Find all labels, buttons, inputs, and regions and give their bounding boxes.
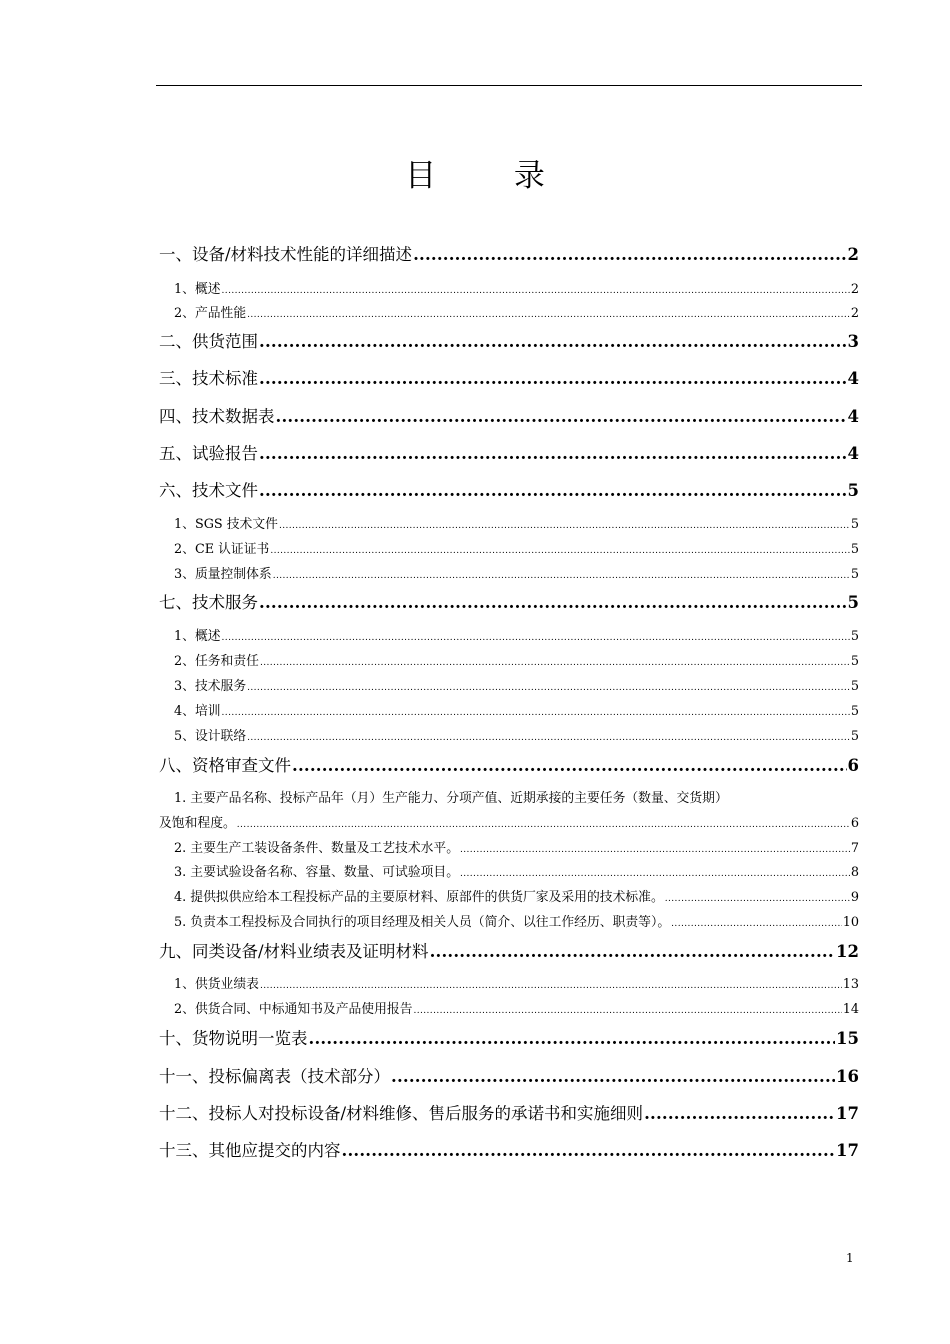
toc-entry-page: 3	[847, 332, 859, 351]
toc-entry-page: 5	[850, 654, 859, 669]
toc-entry-label: 十、货物说明一览表	[159, 1029, 308, 1048]
dot-leader	[665, 890, 850, 908]
toc-entry-page: 8	[850, 865, 859, 880]
toc-subentry-7-4[interactable]	[174, 703, 859, 722]
toc-entry-page: 13	[842, 977, 859, 992]
toc-entry-label: 2、供货合同、中标通知书及产品使用报告	[174, 1002, 413, 1017]
dot-leader	[247, 729, 850, 747]
toc-entry-page: 5	[850, 729, 859, 744]
toc-subentry-8-5[interactable]	[174, 914, 859, 933]
toc-subentry-8-3[interactable]	[174, 864, 859, 883]
toc-entry-7[interactable]	[159, 592, 859, 614]
dot-leader	[270, 542, 850, 560]
dot-leader	[222, 704, 850, 722]
toc-subentry-8-1[interactable]	[159, 815, 859, 834]
dot-leader	[414, 1002, 842, 1020]
toc-entry-label: 2、CE 认证证书	[174, 542, 270, 557]
toc-entry-label: 3. 主要试验设备名称、容量、数量、可试验项目。	[174, 865, 460, 880]
toc-subentry-1-1[interactable]	[174, 281, 859, 300]
toc-entry-label: 2、产品性能	[174, 306, 247, 321]
dot-leader	[460, 841, 850, 859]
toc-entry-page: 17	[836, 1104, 859, 1123]
toc-subentry-8-2[interactable]	[174, 840, 859, 859]
toc-entry-page: 5	[850, 517, 859, 532]
toc-entry-page: 5	[850, 704, 859, 719]
dot-leader	[222, 629, 850, 647]
toc-subentry-6-3[interactable]	[174, 566, 859, 585]
dot-leader	[309, 1028, 836, 1050]
dot-leader	[237, 816, 850, 834]
toc-subentry-1-2[interactable]	[174, 305, 859, 324]
toc-entry-label: 六、技术文件	[159, 481, 258, 500]
toc-entry-label: 八、资格审查文件	[159, 756, 291, 775]
toc-entry-label: 1、概述	[174, 629, 221, 644]
dot-leader	[247, 306, 850, 324]
toc-entry-page: 5	[850, 679, 859, 694]
toc-entry-9[interactable]	[159, 941, 859, 963]
toc-entry-label: 1、概述	[174, 282, 221, 297]
toc-entry-5[interactable]	[159, 443, 859, 465]
toc-entry-page: 4	[847, 444, 859, 463]
dot-leader	[247, 679, 850, 697]
page-title: 目 录	[405, 158, 579, 194]
toc-entry-label: 一、设备/材料技术性能的详细描述	[159, 245, 413, 264]
toc-entry-label: 及饱和程度。	[159, 816, 236, 831]
dot-leader	[413, 244, 846, 266]
toc-entry-label: 三、技术标准	[159, 369, 258, 388]
toc-entry-page: 12	[836, 942, 859, 961]
toc-entry-13[interactable]	[159, 1140, 859, 1162]
toc-entry-label: 2、任务和责任	[174, 654, 259, 669]
dot-leader	[460, 865, 850, 883]
toc-entry-label: 九、同类设备/材料业绩表及证明材料	[159, 942, 429, 961]
toc-entry-2[interactable]	[159, 331, 859, 353]
toc-entry-label: 二、供货范围	[159, 332, 258, 351]
toc-entry-page: 7	[850, 841, 859, 856]
toc-entry-page: 5	[850, 629, 859, 644]
toc-subentry-7-5[interactable]	[174, 728, 859, 747]
toc-entry-label: 3、技术服务	[174, 679, 247, 694]
toc-entry-page: 2	[850, 282, 859, 297]
toc-entry-label: 5. 负责本工程投标及合同执行的项目经理及相关人员（简介、以往工作经历、职责等）。	[174, 915, 671, 930]
toc-entry-label: 五、试验报告	[159, 444, 258, 463]
toc-entry-label: 2. 主要生产工装设备条件、数量及工艺技术水平。	[174, 841, 460, 856]
dot-leader	[391, 1066, 835, 1088]
dot-leader	[273, 567, 850, 585]
toc-entry-label: 十一、投标偏离表（技术部分）	[159, 1067, 390, 1086]
toc-entry-8[interactable]	[159, 755, 859, 777]
toc-entry-page: 6	[847, 756, 859, 775]
dot-leader	[260, 654, 850, 672]
toc-entry-page: 5	[847, 481, 859, 500]
toc-entry-4[interactable]	[159, 406, 859, 428]
toc-subentry-8-4[interactable]	[174, 889, 859, 908]
dot-leader	[644, 1103, 835, 1125]
dot-leader	[260, 977, 842, 995]
toc-entry-page: 6	[850, 816, 859, 831]
toc-entry-page: 14	[842, 1002, 859, 1017]
toc-entry-page: 5	[850, 542, 859, 557]
toc-entry-page: 2	[847, 245, 859, 264]
toc-entry-6[interactable]	[159, 480, 859, 502]
toc-entry-11[interactable]	[159, 1066, 859, 1088]
toc-entry-label: 5、设计联络	[174, 729, 247, 744]
toc-entry-page: 2	[850, 306, 859, 321]
toc-entry-page: 17	[836, 1141, 859, 1160]
dot-leader	[259, 443, 847, 465]
toc-entry-label: 3、质量控制体系	[174, 567, 272, 582]
dot-leader	[430, 941, 835, 963]
footer-page-number: 1	[846, 1251, 854, 1265]
dot-leader	[259, 368, 847, 390]
dot-leader	[222, 282, 850, 300]
toc-entry-label: 十二、投标人对投标设备/材料维修、售后服务的承诺书和实施细则	[159, 1104, 644, 1123]
toc-subentry-7-2[interactable]	[174, 653, 859, 672]
toc-entry-page: 5	[850, 567, 859, 582]
toc-entry-1[interactable]	[159, 244, 859, 266]
toc-subentry-7-3[interactable]	[174, 678, 859, 697]
dot-leader	[342, 1140, 836, 1162]
dot-leader	[259, 592, 847, 614]
toc-entry-page: 15	[836, 1029, 859, 1048]
toc-subentry-8-1-line1[interactable]: 1. 主要产品名称、投标产品年（月）生产能力、分项产值、近期承接的主要任务（数量、交货期）	[174, 791, 728, 806]
toc-entry-label: 七、技术服务	[159, 593, 258, 612]
toc-entry-label: 四、技术数据表	[159, 407, 275, 426]
toc-subentry-6-1[interactable]	[174, 516, 859, 535]
toc-entry-label: 4、培训	[174, 704, 221, 719]
toc-subentry-7-1[interactable]	[174, 628, 859, 647]
toc-entry-label: 4. 提供拟供应给本工程投标产品的主要原材料、原部件的供货厂家及采用的技术标准。	[174, 890, 664, 905]
toc-entry-label: 1、供货业绩表	[174, 977, 259, 992]
toc-entry-page: 4	[847, 369, 859, 388]
toc-entry-page: 16	[836, 1067, 859, 1086]
dot-leader	[292, 755, 847, 777]
toc-entry-3[interactable]	[159, 368, 859, 390]
toc-subentry-6-2[interactable]	[174, 541, 859, 560]
toc-subentry-9-2[interactable]	[174, 1001, 859, 1020]
dot-leader	[276, 406, 847, 428]
dot-leader	[671, 915, 842, 933]
toc-entry-label: 十三、其他应提交的内容	[159, 1141, 341, 1160]
dot-leader	[279, 517, 850, 535]
toc-entry-label: 1、SGS 技术文件	[174, 517, 278, 532]
toc-entry-12[interactable]	[159, 1103, 859, 1125]
toc-entry-page: 5	[847, 593, 859, 612]
dot-leader	[259, 331, 847, 353]
toc-entry-10[interactable]	[159, 1028, 859, 1050]
toc-subentry-9-1[interactable]	[174, 976, 859, 995]
dot-leader	[259, 480, 847, 502]
toc-entry-page: 9	[850, 890, 859, 905]
toc-entry-page: 4	[847, 407, 859, 426]
toc-entry-page: 10	[842, 915, 859, 930]
